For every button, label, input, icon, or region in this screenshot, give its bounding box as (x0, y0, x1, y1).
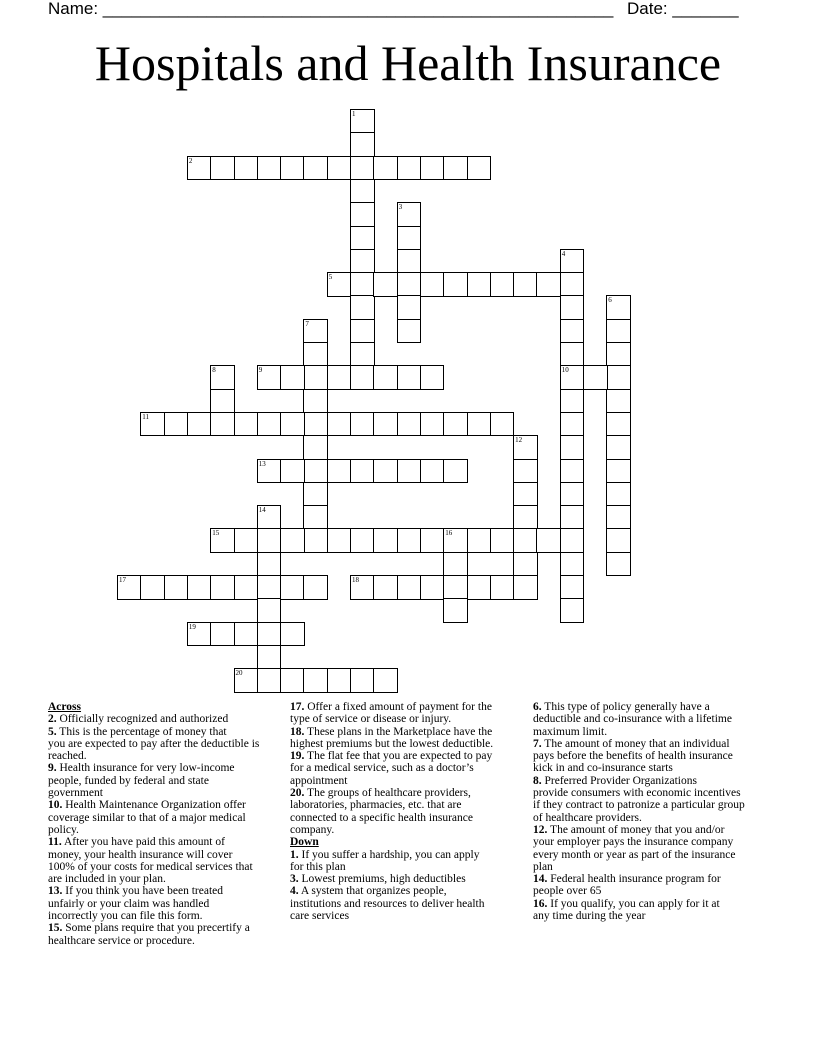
crossword-cell[interactable] (350, 528, 375, 553)
clue-item (290, 849, 526, 874)
clue-text: This type of policy generally have a deductible and co-insurance with a lifetime maximum limit. (533, 701, 732, 738)
crossword-cell[interactable] (140, 575, 165, 600)
crossword-cell[interactable] (373, 668, 398, 693)
crossword-cell[interactable] (234, 412, 259, 437)
clue-item (290, 873, 526, 885)
crossword-cell[interactable] (187, 156, 212, 181)
crossword-cell[interactable] (560, 552, 585, 577)
crossword-cell[interactable] (397, 295, 422, 320)
crossword-cell[interactable] (234, 156, 259, 181)
crossword-cell[interactable] (257, 156, 282, 181)
crossword-cell[interactable] (513, 435, 538, 460)
crossword-cell[interactable] (350, 295, 375, 320)
crossword-cell[interactable] (350, 132, 375, 157)
clue-item (48, 922, 284, 947)
clue-text: These plans in the Marketplace have the highest premiums but the lowest deductible. (290, 725, 494, 750)
crossword-cell[interactable] (420, 365, 445, 390)
clue-label: 6. (533, 701, 542, 713)
clue-text: This is the percentage of money that you are expected to pay after the deductible is reached. (48, 725, 260, 763)
crossword-cell[interactable] (117, 575, 142, 600)
clue-text: If you qualify, you can apply for it at any time during the year (533, 897, 720, 923)
crossword-cell[interactable] (467, 156, 492, 181)
crossword-cell[interactable] (187, 622, 212, 647)
clue-text: Preferred Provider Organizations provide consumers with economic incentives if they contract to patronize a particular group of healthcare providers. (533, 774, 745, 824)
clue-item (290, 750, 526, 787)
clue-text: Some plans require that you precertify a healthcare service or procedure. (48, 922, 250, 947)
crossword-cell[interactable] (303, 528, 328, 553)
crossword-cell[interactable] (303, 412, 328, 437)
clue-number: 2 (188, 156, 193, 165)
crossword-cell[interactable] (560, 412, 585, 437)
crossword-cell[interactable] (397, 249, 422, 274)
crossword-cell[interactable] (280, 365, 305, 390)
clue-number: 14 (258, 506, 266, 515)
clue-item (533, 873, 773, 898)
crossword-cell[interactable] (234, 668, 259, 693)
clue-label: 18. (290, 725, 305, 738)
crossword-cell[interactable] (397, 528, 422, 553)
crossword-cell[interactable] (257, 365, 282, 390)
crossword-cell[interactable] (513, 459, 538, 484)
crossword-cell[interactable] (397, 272, 422, 297)
clue-number: 9 (258, 366, 263, 375)
clue-item (48, 836, 284, 885)
clue-item (48, 885, 284, 922)
crossword-cell[interactable] (303, 575, 328, 600)
crossword-cell[interactable] (280, 528, 305, 553)
crossword-cell[interactable] (257, 552, 282, 577)
crossword-cell[interactable] (420, 528, 445, 553)
crossword-cell[interactable] (303, 459, 328, 484)
crossword-cell[interactable] (560, 342, 585, 367)
crossword-cell[interactable] (350, 272, 375, 297)
clue-item (48, 713, 284, 725)
clue-text: If you suffer a hardship, you can apply for this plan (290, 848, 480, 873)
clue-label: 16. (533, 897, 548, 910)
section-heading: Down (290, 836, 319, 849)
clue-number: 19 (188, 622, 196, 631)
crossword-cell[interactable] (303, 342, 328, 367)
crossword-cell[interactable] (606, 389, 631, 414)
crossword-cell[interactable] (420, 575, 445, 600)
crossword-cell[interactable] (350, 109, 375, 134)
clue-text: Offer a fixed amount of payment for the type of service or disease or injury. (290, 701, 492, 726)
clue-number: 8 (212, 366, 216, 375)
section-heading: Across (48, 701, 82, 713)
clue-label: 8. (533, 774, 542, 787)
clue-number: 5 (328, 273, 333, 282)
clue-label: 15. (48, 922, 63, 935)
crossword-cell[interactable] (606, 459, 631, 484)
crossword-cell[interactable] (303, 389, 328, 414)
crossword-cell[interactable] (560, 505, 585, 530)
clue-label: 4. (290, 885, 299, 898)
clue-text: Officially recognized and authorized (59, 713, 229, 726)
crossword-cell[interactable] (467, 272, 492, 297)
crossword-cell[interactable] (187, 575, 212, 600)
name-field-label: Name: ______________________________________________________ (48, 0, 614, 18)
crossword-cell[interactable] (606, 528, 631, 553)
clue-text: The groups of healthcare providers, laboratories, pharmacies, etc. that are connected to a specific health insurance company. (290, 787, 473, 836)
crossword-cell[interactable] (373, 412, 398, 437)
crossword-cell[interactable] (280, 622, 305, 647)
crossword-cell[interactable] (257, 459, 282, 484)
crossword-cell[interactable] (606, 552, 631, 577)
crossword-cell[interactable] (350, 575, 375, 600)
crossword-cell[interactable] (350, 412, 375, 437)
clue-label: 20. (290, 787, 305, 800)
clue-item (290, 726, 526, 751)
clue-text: Health Maintenance Organization offer coverage similar to that of a major medical policy. (48, 799, 246, 836)
crossword-cell[interactable] (210, 365, 235, 390)
crossword-cell[interactable] (373, 459, 398, 484)
crossword-cell[interactable] (490, 528, 515, 553)
clue-number: 3 (398, 203, 403, 212)
crossword-cell[interactable] (373, 528, 398, 553)
crossword-cell[interactable] (443, 598, 468, 623)
crossword-cell[interactable] (443, 272, 468, 297)
crossword-cell[interactable] (560, 598, 585, 623)
crossword-cell[interactable] (234, 575, 259, 600)
clue-text: The amount of money that you and/or your employer pays the insurance company every month or year as part of the insurance plan (533, 823, 736, 873)
crossword-cell[interactable] (280, 575, 305, 600)
crossword-cell[interactable] (560, 528, 585, 553)
crossword-cell[interactable] (513, 272, 538, 297)
crossword-cell[interactable] (350, 459, 375, 484)
clue-text: If you think you have been treated unfairly or your claim was handled incorrectly you can file this form. (48, 885, 223, 923)
crossword-cell[interactable] (490, 272, 515, 297)
crossword-cell[interactable] (210, 156, 235, 181)
crossword-cell[interactable] (443, 156, 468, 181)
clue-text: The flat fee that you are expected to pay for a medical service, such as a doctor’s appointment (290, 750, 493, 787)
clue-label: 19. (290, 750, 305, 763)
crossword-cell[interactable] (303, 435, 328, 460)
crossword-cell[interactable] (257, 645, 282, 670)
crossword-cell[interactable] (350, 179, 375, 204)
crossword-cell[interactable] (373, 272, 398, 297)
clue-number: 4 (561, 249, 566, 258)
crossword-cell[interactable] (327, 459, 352, 484)
crossword-cell[interactable] (606, 505, 631, 530)
clue-label: 11. (48, 836, 62, 849)
clue-item (48, 726, 284, 763)
date-field-label: Date: _______ (627, 0, 739, 18)
crossword-cell[interactable] (350, 342, 375, 367)
clue-label: 3. (290, 873, 299, 886)
crossword-cell[interactable] (513, 482, 538, 507)
crossword-cell[interactable] (397, 226, 422, 251)
crossword-cell[interactable] (350, 226, 375, 251)
crossword-cell[interactable] (280, 412, 305, 437)
clue-text: Federal health insurance program for people over 65 (533, 873, 721, 898)
crossword-cell[interactable] (257, 622, 282, 647)
crossword-cell[interactable] (560, 459, 585, 484)
clue-column-2 (290, 701, 526, 922)
crossword-cell[interactable] (210, 575, 235, 600)
crossword-cell[interactable] (397, 156, 422, 181)
crossword-cell[interactable] (513, 528, 538, 553)
clue-label: 10. (48, 799, 63, 812)
crossword-cell[interactable] (210, 412, 235, 437)
crossword-cell[interactable] (606, 482, 631, 507)
crossword-cell[interactable] (443, 412, 468, 437)
crossword-cell[interactable] (350, 156, 375, 181)
crossword-cell[interactable] (606, 295, 631, 320)
clue-text: Lowest premiums, high deductibles (301, 873, 466, 886)
crossword-cell[interactable] (303, 156, 328, 181)
crossword-cell[interactable] (373, 365, 398, 390)
crossword-cell[interactable] (257, 598, 282, 623)
crossword-cell[interactable] (327, 156, 352, 181)
crossword-cell[interactable] (327, 365, 352, 390)
page-title: Hospitals and Health Insurance (94, 35, 722, 91)
crossword-cell[interactable] (257, 575, 282, 600)
clue-column-3 (533, 701, 773, 922)
clue-number: 6 (608, 296, 612, 305)
crossword-cell[interactable] (490, 412, 515, 437)
crossword-cell[interactable] (560, 319, 585, 344)
crossword-cell[interactable] (164, 575, 189, 600)
crossword-cell[interactable] (397, 319, 422, 344)
crossword-cell[interactable] (606, 319, 631, 344)
crossword-cell[interactable] (420, 272, 445, 297)
crossword-cell[interactable] (536, 528, 561, 553)
clue-text: After you have paid this amount of money, your health insurance will cover 100% of your costs for medical services that are included in your plan. (48, 836, 253, 886)
crossword-cell[interactable] (350, 668, 375, 693)
clue-item (533, 898, 773, 923)
clue-label: 1. (290, 848, 299, 861)
clue-item (290, 885, 526, 922)
crossword-cell[interactable] (350, 319, 375, 344)
crossword-cell[interactable] (327, 528, 352, 553)
crossword-cell[interactable] (397, 202, 422, 227)
crossword-cell[interactable] (443, 552, 468, 577)
crossword-cell[interactable] (467, 412, 492, 437)
crossword-cell[interactable] (606, 412, 631, 437)
crossword-cell[interactable] (560, 249, 585, 274)
clue-number: 16 (445, 529, 453, 538)
crossword-cell[interactable] (303, 668, 328, 693)
crossword-cell[interactable] (443, 459, 468, 484)
crossword-cell[interactable] (560, 575, 585, 600)
crossword-cell[interactable] (280, 459, 305, 484)
clue-number: 10 (561, 366, 569, 375)
crossword-cell[interactable] (234, 622, 259, 647)
crossword-cell[interactable] (420, 156, 445, 181)
clue-label: 2. (48, 713, 57, 726)
crossword-cell[interactable] (327, 412, 352, 437)
clue-number: 1 (352, 110, 356, 118)
crossword-cell[interactable] (303, 482, 328, 507)
crossword-cell[interactable] (420, 459, 445, 484)
clue-label: 5. (48, 725, 57, 738)
crossword-cell[interactable] (606, 435, 631, 460)
clue-label: 17. (290, 701, 305, 713)
crossword-cell[interactable] (257, 412, 282, 437)
clue-number: 17 (119, 576, 126, 584)
clue-item (533, 824, 773, 873)
clue-number: 12 (515, 436, 523, 445)
crossword-cell[interactable] (513, 505, 538, 530)
crossword-cell[interactable] (327, 668, 352, 693)
crossword-cell[interactable] (397, 459, 422, 484)
clue-item (533, 775, 773, 824)
crossword-cell[interactable] (560, 482, 585, 507)
clue-label: 9. (48, 762, 57, 775)
crossword-cell[interactable] (397, 412, 422, 437)
clue-item (48, 762, 284, 799)
crossword-cell[interactable] (513, 575, 538, 600)
clue-item (290, 701, 526, 726)
crossword-cell[interactable] (210, 389, 235, 414)
clue-column-1 (48, 701, 284, 947)
crossword-cell[interactable] (280, 156, 305, 181)
crossword-cell[interactable] (373, 156, 398, 181)
crossword-cell[interactable] (303, 319, 328, 344)
clue-number: 20 (235, 669, 243, 678)
clue-item (290, 787, 526, 836)
crossword-cell[interactable] (280, 668, 305, 693)
clue-label: 13. (48, 885, 63, 898)
clue-number: 13 (258, 459, 266, 468)
crossword-cell[interactable] (397, 575, 422, 600)
crossword-cell[interactable] (350, 202, 375, 227)
crossword-cell[interactable] (350, 365, 375, 390)
crossword-cell[interactable] (257, 668, 282, 693)
crossword-cell[interactable] (443, 575, 468, 600)
crossword-cell[interactable] (560, 272, 585, 297)
crossword-cell[interactable] (560, 365, 585, 390)
crossword-cell[interactable] (467, 575, 492, 600)
crossword-cell[interactable] (303, 365, 328, 390)
clue-number: 15 (212, 529, 220, 538)
clue-number: 7 (305, 319, 309, 328)
crossword-cell[interactable] (327, 272, 352, 297)
clue-text: Health insurance for very low-income people, funded by federal and state government (48, 762, 235, 800)
crossword-cell[interactable] (210, 622, 235, 647)
clue-label: 14. (533, 873, 548, 886)
crossword-cell[interactable] (583, 365, 608, 390)
clue-item (533, 701, 773, 738)
crossword-cell[interactable] (560, 295, 585, 320)
clue-item (533, 738, 773, 775)
crossword-cell[interactable] (164, 412, 189, 437)
clue-text: A system that organizes people, institutions and resources to deliver health care services (290, 885, 485, 923)
crossword-cell[interactable] (606, 342, 631, 367)
crossword-cell[interactable] (350, 249, 375, 274)
crossword-cell[interactable] (257, 505, 282, 530)
crossword-cell[interactable] (490, 575, 515, 600)
crossword-cell[interactable] (560, 389, 585, 414)
crossword-cell[interactable] (397, 365, 422, 390)
clue-text: The amount of money that an individual pays before the benefits of health insurance kick in and co-insurance starts (533, 737, 733, 775)
crossword-cell[interactable] (187, 412, 212, 437)
crossword-cell[interactable] (234, 528, 259, 553)
crossword-cell[interactable] (560, 435, 585, 460)
clue-number: 11 (142, 412, 150, 421)
crossword-cell[interactable] (536, 272, 561, 297)
clue-number: 18 (352, 576, 359, 584)
clue-label: 7. (533, 737, 542, 750)
crossword-cell[interactable] (513, 552, 538, 577)
crossword-cell[interactable] (443, 528, 468, 553)
crossword-cell[interactable] (140, 412, 165, 437)
crossword-cell[interactable] (420, 412, 445, 437)
crossword-cell[interactable] (257, 528, 282, 553)
crossword-cell[interactable] (210, 528, 235, 553)
crossword-cell[interactable] (606, 365, 631, 390)
crossword-cell[interactable] (467, 528, 492, 553)
clue-item (48, 799, 284, 836)
clue-label: 12. (533, 823, 548, 836)
crossword-cell[interactable] (303, 505, 328, 530)
crossword-cell[interactable] (373, 575, 398, 600)
